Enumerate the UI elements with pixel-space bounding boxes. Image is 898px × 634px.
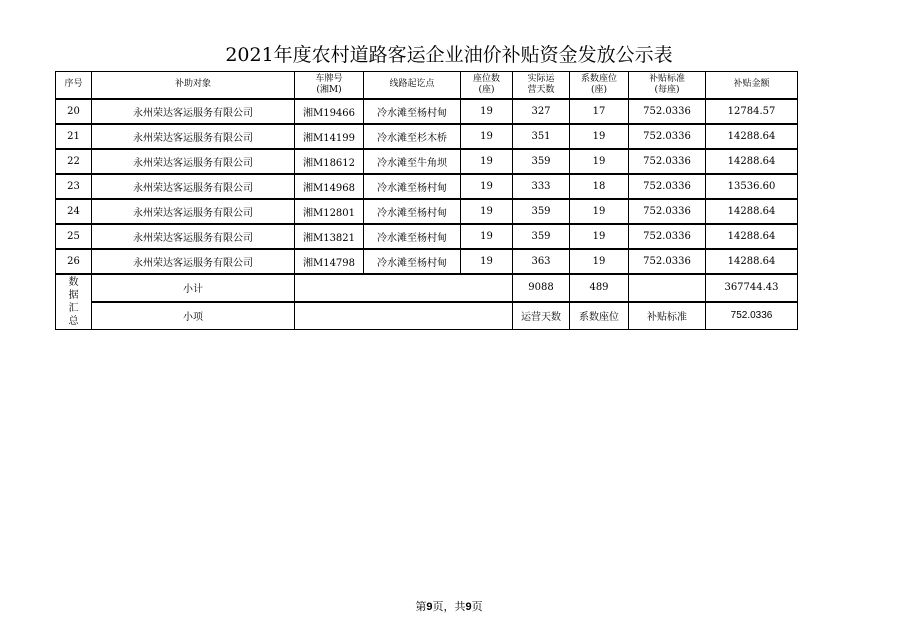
cell-std: 752.0336 [629,124,706,149]
cell-target: 永州荣达客运服务有限公司 [92,99,295,124]
cell-plate: 湘M12801 [295,199,364,224]
header-seats-line2: (座) [478,84,495,95]
cell-route: 冷水滩至杉木桥 [364,124,461,149]
item-std-value: 752.0336 [706,302,798,330]
subtotal-row [56,274,798,302]
cell-plate: 湘M14798 [295,249,364,274]
cell-coef: 19 [570,124,629,149]
subtotal-label: 小计 [92,274,295,302]
cell-seats: 19 [461,99,513,124]
cell-target: 永州荣达客运服务有限公司 [92,124,295,149]
footer-middle: 页，共 [432,600,466,613]
table-row [56,149,798,174]
cell-days: 359 [513,149,570,174]
cell-target: 永州荣达客运服务有限公司 [92,174,295,199]
cell-amount: 14288.64 [706,224,798,249]
footer-page-number: 9 [426,601,433,613]
cell-std: 752.0336 [629,199,706,224]
cell-seq: 23 [56,174,92,199]
cell-plate: 湘M14199 [295,124,364,149]
cell-days: 327 [513,99,570,124]
footer-suffix: 页 [471,600,483,613]
cell-route: 冷水滩至牛角坝 [364,149,461,174]
cell-seq: 21 [56,124,92,149]
cell-seq: 24 [56,199,92,224]
cell-seq: 20 [56,99,92,124]
cell-plate: 湘M14968 [295,174,364,199]
cell-seats: 19 [461,124,513,149]
cell-amount: 14288.64 [706,249,798,274]
footer-prefix: 第 [415,600,427,613]
cell-seats: 19 [461,249,513,274]
cell-target: 永州荣达客运服务有限公司 [92,149,295,174]
cell-target: 永州荣达客运服务有限公司 [92,224,295,249]
cell-target: 永州荣达客运服务有限公司 [92,199,295,224]
cell-amount: 13536.60 [706,174,798,199]
cell-target: 永州荣达客运服务有限公司 [92,249,295,274]
cell-route: 冷水滩至杨村甸 [364,224,461,249]
subtotal-days: 9088 [513,274,570,302]
header-amount: 补贴金额 [706,72,798,99]
subtotal-amount: 367744.43 [706,274,798,302]
subsidy-table [55,71,798,330]
summary-group-text: 数据汇总 [68,276,79,327]
item-days-label: 运营天数 [513,302,570,330]
item-blank [295,302,513,330]
header-coef [570,72,629,99]
header-plate-line1: 车牌号 [315,73,343,84]
summary-group-label [56,274,92,330]
cell-coef: 19 [570,224,629,249]
cell-seats: 19 [461,199,513,224]
header-days [513,72,570,99]
cell-amount: 14288.64 [706,124,798,149]
cell-plate: 湘M19466 [295,99,364,124]
cell-plate: 湘M13821 [295,224,364,249]
cell-std: 752.0336 [629,224,706,249]
cell-days: 363 [513,249,570,274]
cell-std: 752.0336 [629,99,706,124]
header-days-line2: 营天数 [527,84,555,95]
subtotal-coef: 489 [570,274,629,302]
cell-seats: 19 [461,174,513,199]
item-label: 小项 [92,302,295,330]
cell-route: 冷水滩至杨村甸 [364,99,461,124]
cell-plate: 湘M18612 [295,149,364,174]
header-std-line2: (每座) [654,84,680,95]
cell-seq: 22 [56,149,92,174]
cell-coef: 19 [570,249,629,274]
cell-coef: 19 [570,199,629,224]
header-seats-line1: 座位数 [472,73,500,84]
table-row [56,224,798,249]
header-coef-line1: 系数座位 [580,73,617,84]
cell-coef: 19 [570,149,629,174]
page-title: 2021年度农村道路客运企业油价补贴资金发放公示表 [225,44,673,66]
header-seq: 序号 [56,72,92,99]
header-std [629,72,706,99]
cell-days: 333 [513,174,570,199]
item-std-label: 补贴标准 [629,302,706,330]
item-row [56,302,798,330]
header-plate-line2: (湘M) [316,84,342,95]
header-target: 补助对象 [92,72,295,99]
header-seats [461,72,513,99]
header-coef-line2: (座) [590,84,608,95]
cell-amount: 14288.64 [706,199,798,224]
header-std-line1: 补贴标准 [648,73,685,84]
cell-amount: 12784.57 [706,99,798,124]
cell-std: 752.0336 [629,249,706,274]
cell-std: 752.0336 [629,149,706,174]
cell-days: 359 [513,199,570,224]
cell-days: 359 [513,224,570,249]
footer-total-pages: 9 [465,601,472,613]
cell-seq: 26 [56,249,92,274]
page-footer [0,598,898,614]
table-row [56,174,798,199]
subtotal-blank [295,274,513,302]
table-row [56,124,798,149]
cell-seq: 25 [56,224,92,249]
table-row [56,99,798,124]
header-route: 线路起讫点 [364,72,461,99]
cell-route: 冷水滩至杨村甸 [364,199,461,224]
table-row [56,199,798,224]
table-row [56,249,798,274]
cell-coef: 17 [570,99,629,124]
cell-seats: 19 [461,224,513,249]
cell-seats: 19 [461,149,513,174]
cell-days: 351 [513,124,570,149]
cell-route: 冷水滩至杨村甸 [364,174,461,199]
cell-std: 752.0336 [629,174,706,199]
header-days-line1: 实际运 [527,73,555,84]
header-row [56,72,798,99]
cell-route: 冷水滩至杨村甸 [364,249,461,274]
cell-amount: 14288.64 [706,149,798,174]
item-coef-label: 系数座位 [570,302,629,330]
subtotal-std-blank [629,274,706,302]
cell-coef: 18 [570,174,629,199]
header-plate [295,72,364,99]
